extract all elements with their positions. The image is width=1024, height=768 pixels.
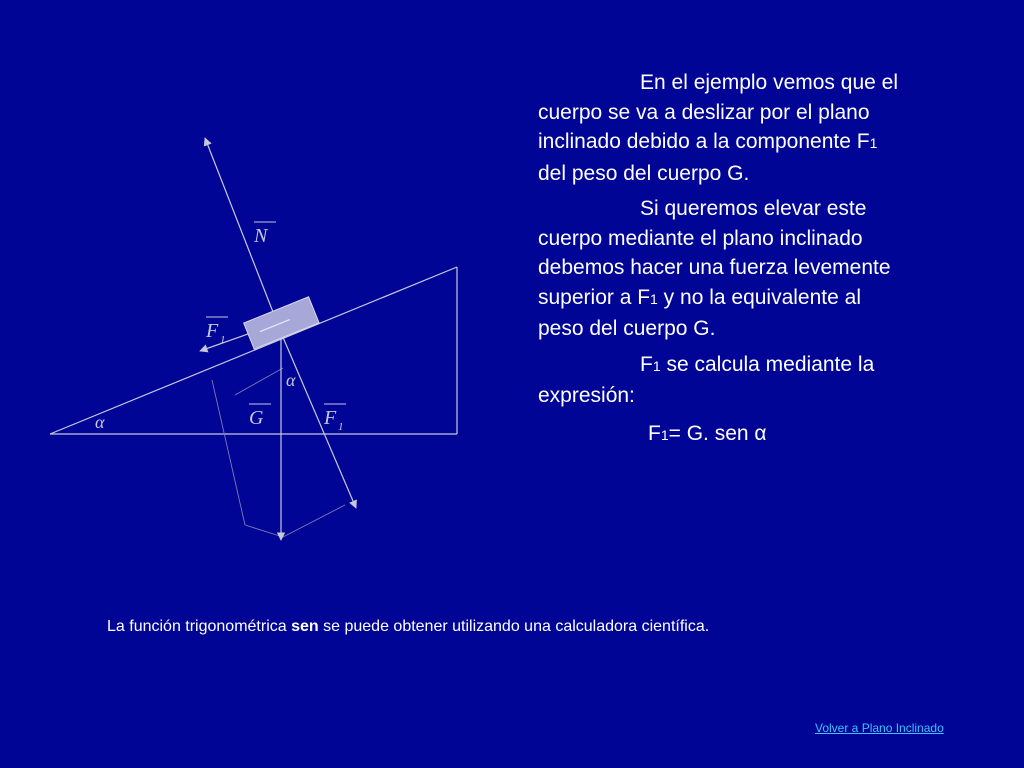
explanation-text bbox=[538, 68, 910, 450]
paragraph-2: Si queremos elevar este cuerpo mediante el plano inclinado debemos hacer una fuerza levemente superior a F1 y no la equivalente al peso del cuerpo G. bbox=[538, 197, 891, 340]
footnote: La función trigonométrica sen se puede obtener utilizando una calculadora científica. bbox=[107, 618, 710, 635]
paragraph-3: F1 se calcula mediante la expresión: bbox=[538, 352, 875, 407]
normal-force-arrow bbox=[205, 138, 282, 335]
label-alpha-mid: α bbox=[286, 370, 296, 390]
svg-text:F: F bbox=[206, 320, 219, 342]
label-alpha-base: α bbox=[95, 412, 105, 432]
svg-text:1: 1 bbox=[220, 334, 226, 346]
f1-perpendicular-arrow bbox=[282, 335, 356, 508]
label-f1-upper bbox=[205, 317, 228, 346]
formula: F1= G. sen α bbox=[648, 421, 767, 445]
label-g bbox=[249, 404, 271, 429]
svg-text:N: N bbox=[254, 225, 268, 247]
label-f1-lower bbox=[323, 404, 346, 433]
paragraph-1: En el ejemplo vemos que el cuerpo se va a deslizar por el plano inclinado debido a la componente F1 del peso del cuerpo G. bbox=[538, 71, 898, 185]
inclined-plane-diagram bbox=[0, 0, 520, 560]
svg-text:1: 1 bbox=[338, 421, 344, 433]
back-to-inclined-plane-link[interactable]: Volver a Plano Inclinado bbox=[815, 721, 944, 735]
construction-lines bbox=[212, 368, 345, 537]
svg-text:G: G bbox=[249, 407, 264, 429]
svg-text:F: F bbox=[324, 407, 337, 429]
label-n bbox=[253, 222, 276, 247]
